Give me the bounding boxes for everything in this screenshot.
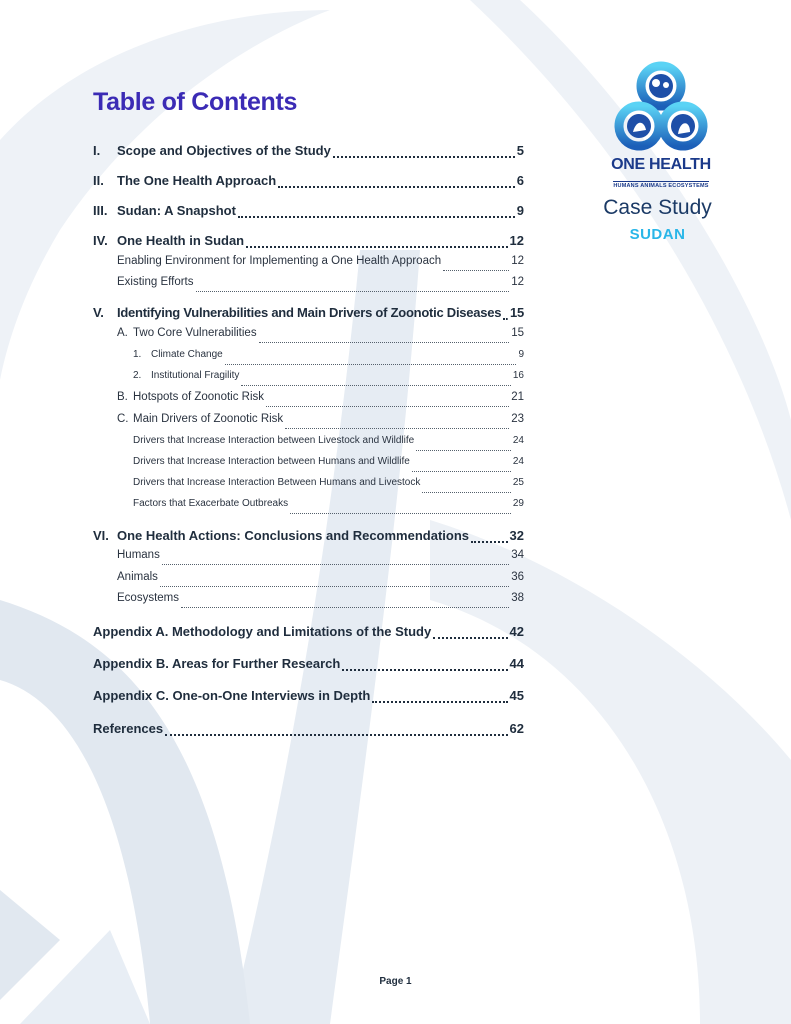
toc-entry-page: 23 xyxy=(511,413,524,425)
toc-entry-page: 5 xyxy=(516,143,524,158)
toc-entry-label: Sudan: A Snapshot xyxy=(117,203,236,218)
toc-entry-label: Enabling Environment for Implementing a One Health Approach xyxy=(117,255,442,267)
brand-tagline: HUMANS ANIMALS ECOSYSTEMS xyxy=(613,183,709,189)
toc-entry-label: Climate Change xyxy=(151,349,223,360)
toc-entry[interactable] xyxy=(117,549,524,569)
toc-entry-page: 32 xyxy=(509,528,524,543)
toc-entry-label: Two Core Vulnerabilities xyxy=(133,327,257,339)
toc-entry[interactable] xyxy=(93,173,524,193)
toc-entry-number: VI. xyxy=(93,528,109,543)
toc-entry[interactable] xyxy=(93,203,524,223)
toc-entry-number: B. xyxy=(117,391,128,403)
toc-entry-page: 44 xyxy=(509,656,524,671)
toc-entry-label: Humans xyxy=(117,549,160,561)
toc-entry-label: Main Drivers of Zoonotic Risk xyxy=(133,413,284,425)
toc-entry-label: The One Health Approach xyxy=(117,173,277,188)
toc-entry[interactable] xyxy=(93,656,524,676)
toc-entry[interactable] xyxy=(117,413,524,433)
toc-entry-page: 6 xyxy=(516,173,524,188)
toc-entry[interactable] xyxy=(117,327,524,347)
toc-entry-label: Factors that Exacerbate Outbreaks xyxy=(133,498,289,509)
toc-entry-number: V. xyxy=(93,305,104,320)
toc-entry[interactable] xyxy=(93,233,524,253)
toc-entry-page: 9 xyxy=(516,203,524,218)
toc-entry-page: 16 xyxy=(512,370,524,381)
toc-entry-page: 25 xyxy=(512,477,524,488)
page-title: Table of Contents xyxy=(93,88,298,116)
page-number: Page 1 xyxy=(379,976,412,987)
toc-entry[interactable] xyxy=(117,592,524,612)
toc-entry-page: 24 xyxy=(512,435,524,446)
toc-entry[interactable] xyxy=(117,391,524,411)
one-health-logo-icon xyxy=(606,58,716,158)
toc-entry[interactable] xyxy=(93,143,524,163)
toc-entry[interactable] xyxy=(133,477,524,497)
toc-entry[interactable] xyxy=(133,456,524,476)
toc-entry[interactable] xyxy=(133,498,524,518)
toc-entry-page: 12 xyxy=(511,276,524,288)
toc-entry[interactable] xyxy=(133,435,524,455)
toc-entry[interactable] xyxy=(133,349,524,369)
toc-entry-page: 29 xyxy=(512,498,524,509)
toc-entry[interactable] xyxy=(93,624,524,644)
toc-entry-page: 21 xyxy=(511,391,524,403)
brand-block xyxy=(596,58,726,192)
toc-entry-page: 12 xyxy=(511,255,524,267)
toc-entry-number: I. xyxy=(93,143,101,158)
toc-entry-label: Appendix B. Areas for Further Research xyxy=(93,656,341,671)
toc-entry-number: II. xyxy=(93,173,104,188)
case-study-title: Case Study xyxy=(603,196,712,219)
toc-entry-number: A. xyxy=(117,327,128,339)
brand-name: ONE HEALTH xyxy=(611,156,711,173)
toc-entry[interactable] xyxy=(93,305,524,325)
toc-entry[interactable] xyxy=(117,276,524,296)
toc-entry-page: 36 xyxy=(511,571,524,583)
toc-entry[interactable] xyxy=(93,688,524,708)
toc-entry-number: 1. xyxy=(133,349,142,360)
toc-entry-page: 15 xyxy=(511,327,524,339)
toc-entry-number: III. xyxy=(93,203,108,218)
toc-entry[interactable] xyxy=(117,571,524,591)
toc-entry-label: Identifying Vulnerabilities and Main Drivers of Zoonotic Diseases xyxy=(117,305,502,320)
toc-entry-label: Drivers that Increase Interaction Between Humans and Livestock xyxy=(133,477,421,488)
toc-entry-page: 12 xyxy=(509,233,524,248)
toc-entry-number: 2. xyxy=(133,370,142,381)
toc-entry-label: Ecosystems xyxy=(117,592,179,604)
toc-entry-page: 42 xyxy=(509,624,524,639)
toc-entry-label: Existing Efforts xyxy=(117,276,194,288)
toc-entry[interactable] xyxy=(93,721,524,741)
toc-entry[interactable] xyxy=(133,370,524,390)
toc-entry-number: C. xyxy=(117,413,129,425)
toc-entry-page: 9 xyxy=(518,349,524,360)
toc-entry-label: Drivers that Increase Interaction between Livestock and Wildlife xyxy=(133,435,415,446)
toc-entry-page: 24 xyxy=(512,456,524,467)
toc-entry-page: 45 xyxy=(509,688,524,703)
toc-entry-label: Drivers that Increase Interaction between Humans and Wildlife xyxy=(133,456,410,467)
toc-entry-number: IV. xyxy=(93,233,108,248)
toc-entry-label: Hotspots of Zoonotic Risk xyxy=(133,391,265,403)
case-study-subtitle: SUDAN xyxy=(629,226,686,243)
toc-entry-label: Scope and Objectives of the Study xyxy=(117,143,331,158)
toc-entry-label: Institutional Fragility xyxy=(151,370,240,381)
toc-entry-page: 34 xyxy=(511,549,524,561)
toc-entry-label: One Health in Sudan xyxy=(117,233,245,248)
toc-entry-page: 38 xyxy=(511,592,524,604)
toc-entry-label: References xyxy=(93,721,164,736)
toc-entry-page: 62 xyxy=(509,721,524,736)
toc-entry-page: 15 xyxy=(510,305,524,320)
toc-entry[interactable] xyxy=(117,255,524,275)
toc-entry-label: One Health Actions: Conclusions and Recommendations xyxy=(117,528,470,543)
toc-entry[interactable] xyxy=(93,528,524,548)
toc-entry-label: Appendix A. Methodology and Limitations of the Study xyxy=(93,624,432,639)
toc-entry-label: Appendix C. One-on-One Interviews in Depth xyxy=(93,688,371,703)
toc-entry-label: Animals xyxy=(117,571,158,583)
